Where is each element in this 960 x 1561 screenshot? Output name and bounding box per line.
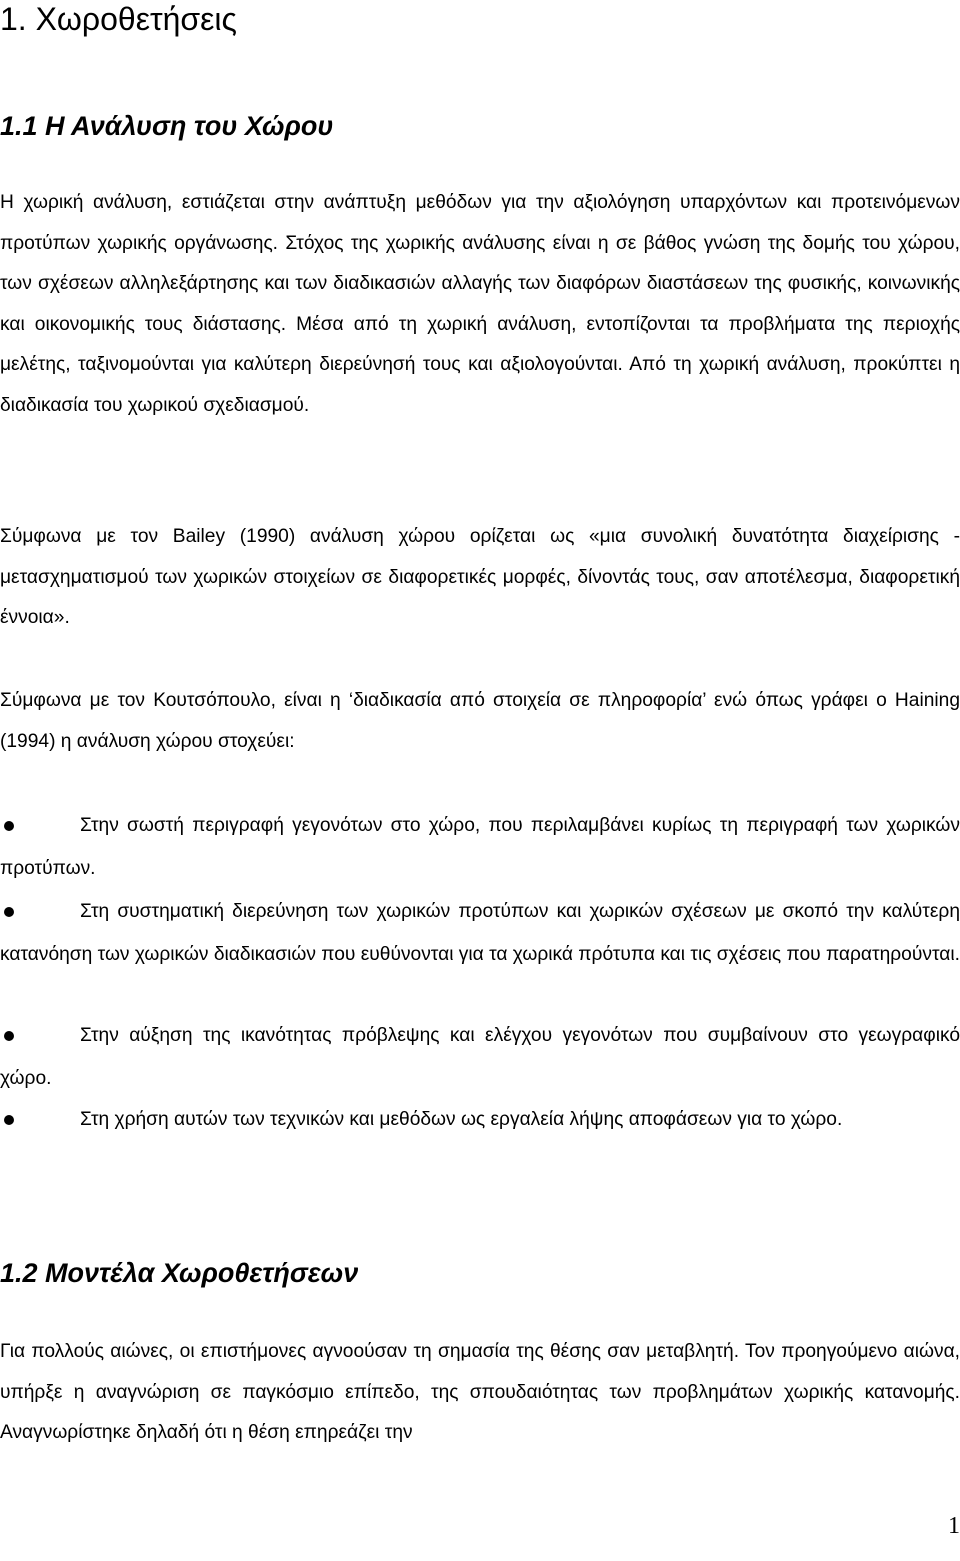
- list-item: [0, 1098, 960, 1141]
- list-item: [0, 890, 960, 976]
- section-heading-1-2: 1.2 Μοντέλα Χωροθετήσεων: [0, 1258, 359, 1288]
- list-item: [0, 804, 960, 890]
- list-item: [0, 1014, 960, 1100]
- paragraph-spatial-analysis: Η χωρική ανάλυση, εστιάζεται στην ανάπτυξη μεθόδων για την αξιολόγηση υπαρχόντων και προτεινόμενων προτύπων χωρικής οργάνωσης. Στόχος της χωρικής ανάλυσης είναι η σε βάθος γνώση της δομής του χώρου, των σχέσεων αλληλεξάρτησης και των διαδικασιών αλλαγής των διαφόρων διαστάσεων της φυσικής, κοινωνικής και οικονομικής τους διάστασης. Μέσα από τη χωρική ανάλυση, εντοπίζονται τα προβλήματα της περιοχής μελέτης, ταξινομούνται για καλύτερη διερεύνησή τους και αξιολογούνται. Από τη χωρική ανάλυση, προκύπτει η διαδικασία του χωρικού σχεδιασμού.: [0, 192, 960, 416]
- paragraph-location-models: Για πολλούς αιώνες, οι επιστήμονες αγνοούσαν τη σημασία της θέσης σαν μεταβλητή. Τον προηγούμενο αιώνα, υπήρξε η αναγνώριση σε παγκόσμιο επίπεδο, της σπουδαιότητας των προβλημάτων χωρικής κατανομής. Αναγνωρίστηκε δηλαδή ότι η θέση επηρεάζει την: [0, 1341, 960, 1443]
- list-item-text: Στη χρήση αυτών των τεχνικών και μεθόδων ως εργαλεία λήψης αποφάσεων για το χώρο.: [80, 1109, 843, 1130]
- bullet-icon: [4, 1031, 14, 1041]
- bullet-icon: [4, 907, 14, 917]
- paragraph-koutsopoulos: Σύμφωνα με τον Κουτσόπουλο, είναι η ‘διαδικασία από στοιχεία σε πληροφορία’ ενώ όπως γράφει ο Haining (1994) η ανάλυση χώρου στοχεύει:: [0, 690, 960, 752]
- bullet-icon: [4, 821, 14, 831]
- section-heading-1-1: 1.1 Η Ανάλυση του Χώρου: [0, 111, 334, 141]
- chapter-heading: 1. Χωροθετήσεις: [0, 1, 237, 37]
- bullet-icon: [4, 1115, 14, 1125]
- page-number: 1: [948, 1513, 960, 1539]
- list-item-text: Στην σωστή περιγραφή γεγονότων στο χώρο, που περιλαμβάνει κυρίως τη περιγραφή των χωρικών προτύπων.: [0, 815, 960, 879]
- list-item-text: Στην αύξηση της ικανότητας πρόβλεψης και ελέγχου γεγονότων που συμβαίνουν στο γεωγραφικό χώρο.: [0, 1025, 960, 1089]
- list-item-text: Στη συστηματική διερεύνηση των χωρικών προτύπων και χωρικών σχέσεων με σκοπό την καλύτερη κατανόηση των χωρικών διαδικασιών που ευθύνονται για τα χωρικά πρότυπα και τις σχέσεις που παρατηρούνται.: [0, 901, 960, 965]
- paragraph-bailey: Σύμφωνα με τον Bailey (1990) ανάλυση χώρου ορίζεται ως «μια συνολική δυνατότητα διαχείρισης - μετασχηματισμού των χωρικών στοιχείων σε διαφορετικές μορφές, δίνοντάς τους, σαν αποτέλεσμα, διαφορετική έννοια».: [0, 526, 960, 628]
